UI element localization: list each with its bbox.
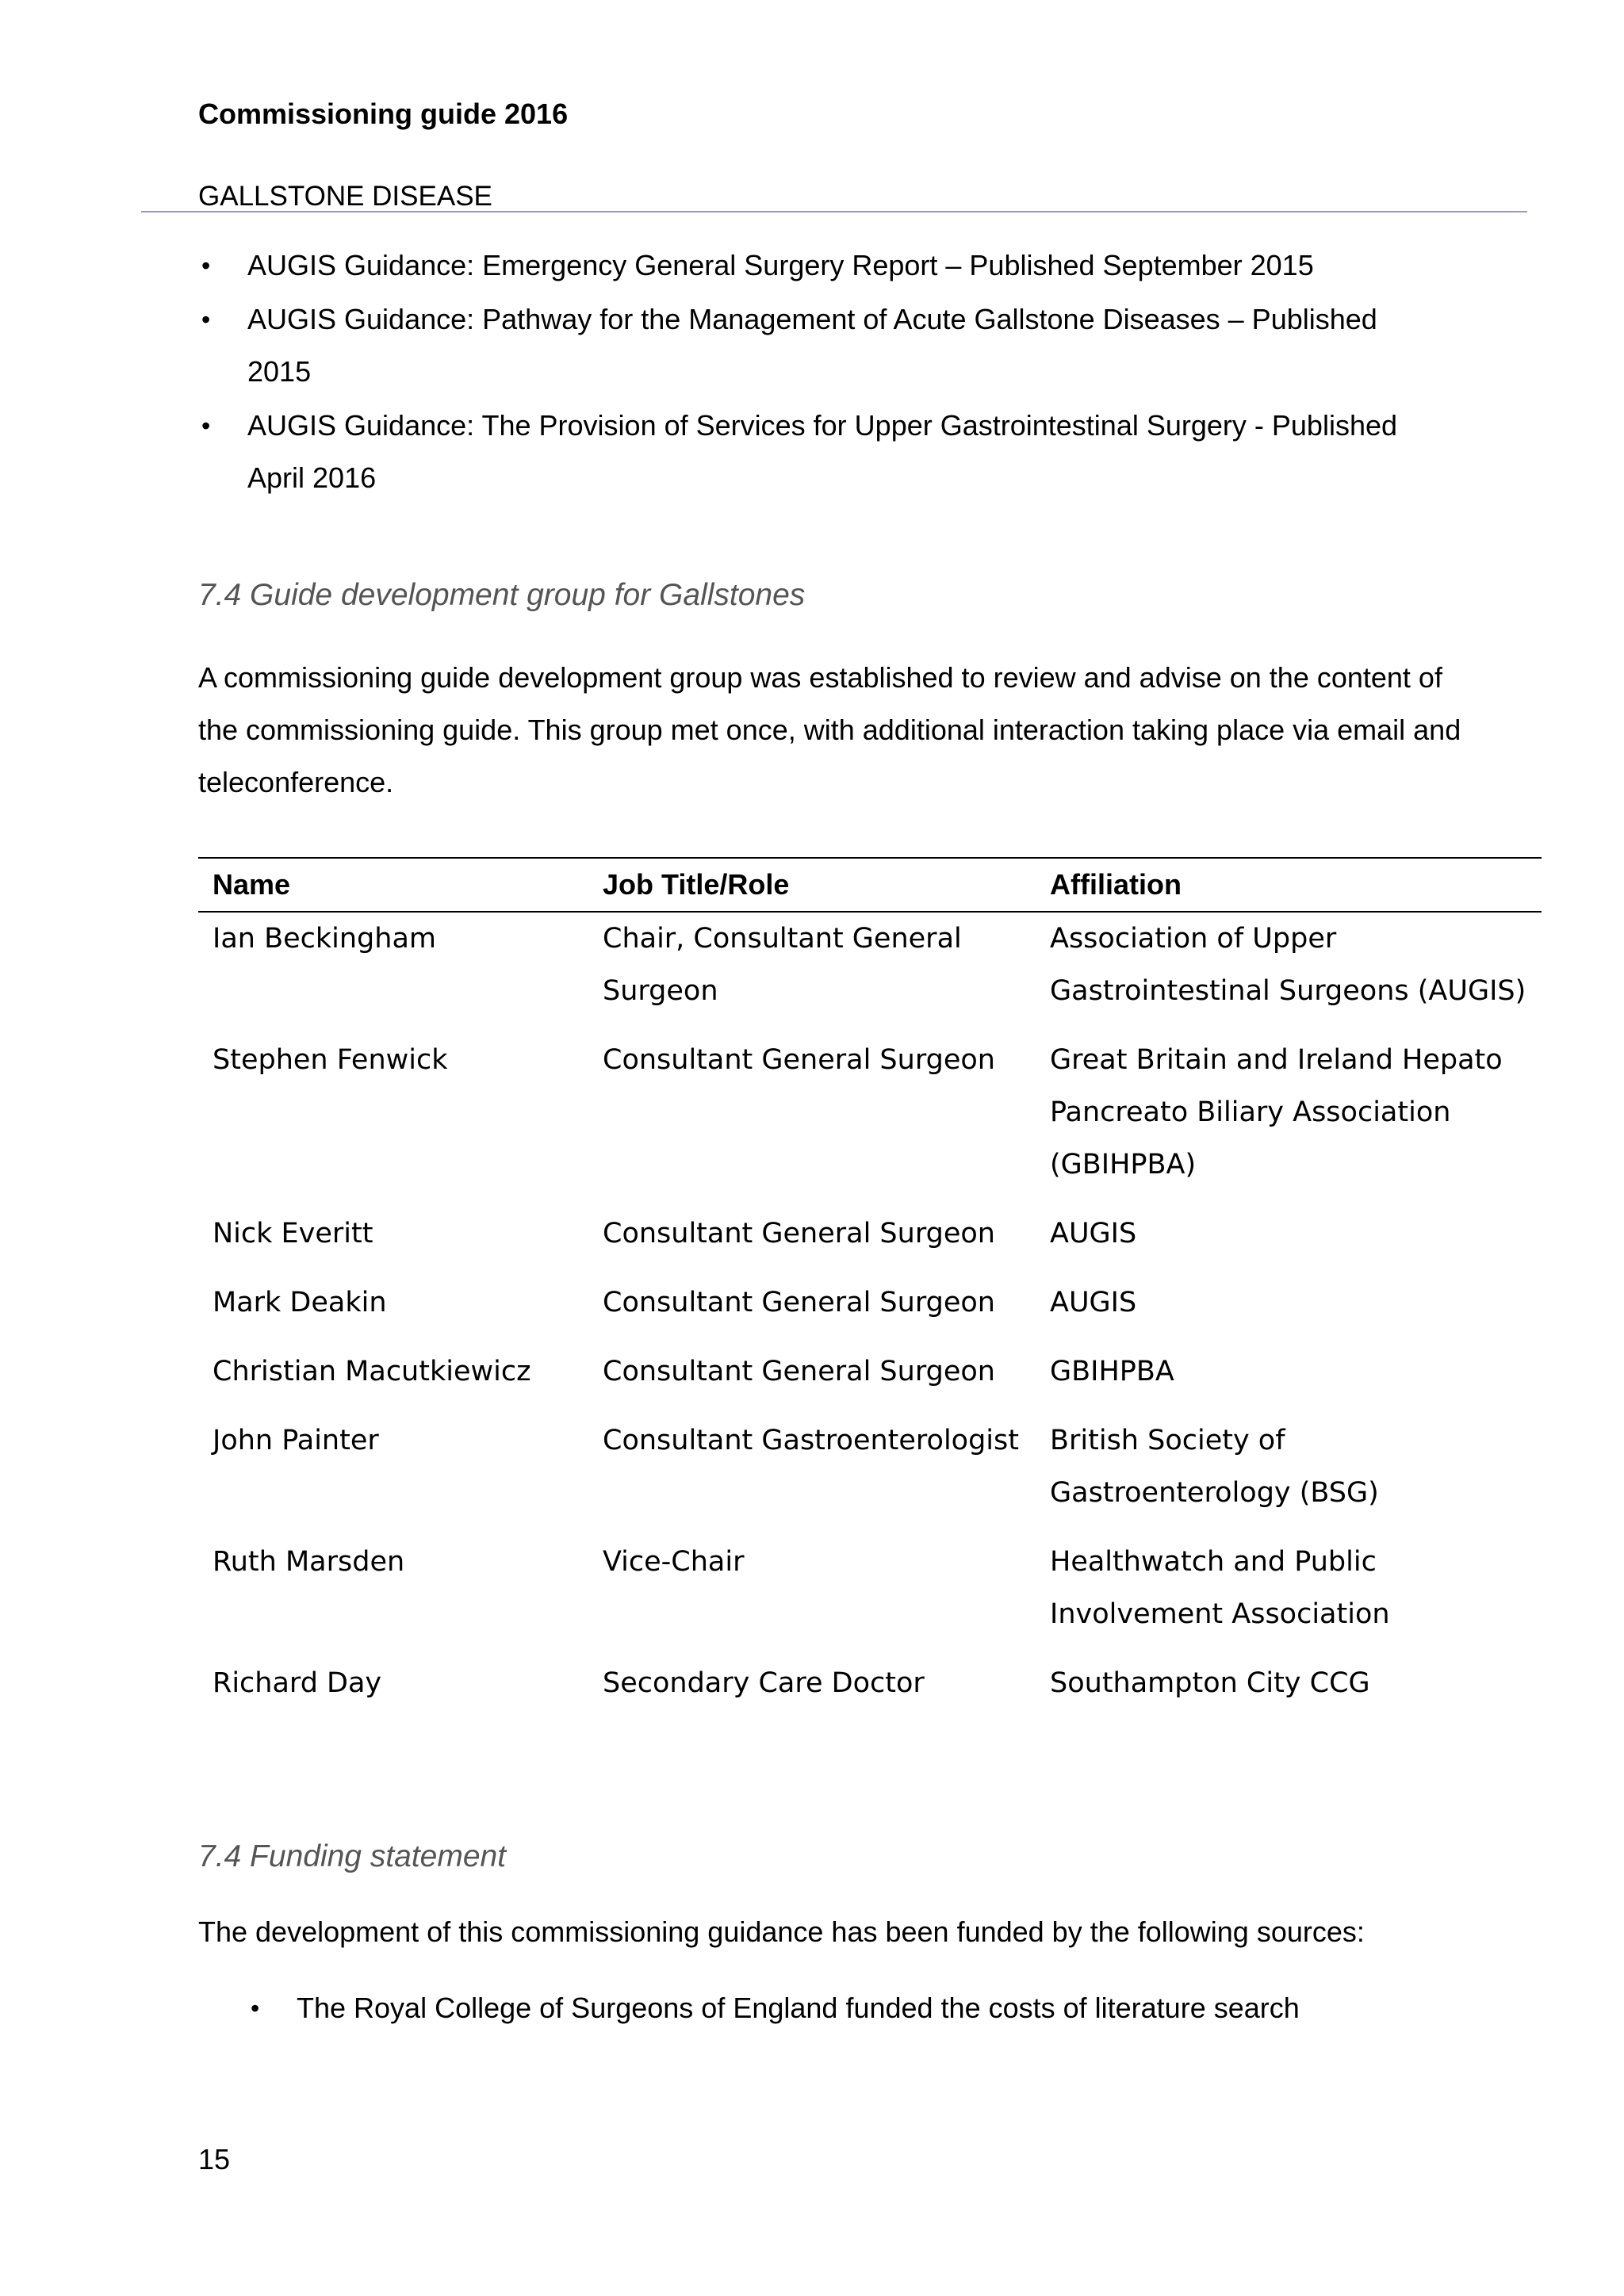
member-role: Consultant General Surgeon (603, 1044, 995, 1076)
member-role: Chair, Consultant General Surgeon (603, 923, 962, 1007)
table-row (198, 1345, 1542, 1414)
member-role: Consultant Gastroenterologist (603, 1425, 1019, 1456)
member-name: Richard Day (213, 1667, 382, 1699)
table-row (198, 1034, 1542, 1207)
development-group-table (198, 857, 1542, 1726)
member-name: Christian Macutkiewicz (213, 1356, 531, 1387)
reference-list (247, 239, 1405, 506)
member-affiliation: Healthwatch and Public Involvement Association (1050, 1546, 1390, 1630)
member-affiliation: AUGIS (1050, 1218, 1137, 1249)
document-subtitle: GALLSTONE DISEASE (198, 181, 492, 212)
column-header-affiliation: Affiliation (1036, 858, 1542, 912)
column-header-name: Name (198, 858, 588, 912)
reference-item: • AUGIS Guidance: Pathway for the Management of Acute Gallstone Diseases – Published 2015 (247, 293, 1405, 398)
member-name: Stephen Fenwick (213, 1044, 448, 1076)
funding-section-paragraph: The development of this commissioning guidance has been funded by the following sources: (198, 1915, 1365, 1948)
table-row (198, 1276, 1542, 1345)
reference-item: • AUGIS Guidance: The Provision of Services for Upper Gastrointestinal Surgery - Published April 2016 (247, 400, 1405, 504)
member-affiliation: Association of Upper Gastrointestinal Surgeons (AUGIS) (1050, 923, 1526, 1007)
member-role: Vice-Chair (603, 1546, 745, 1578)
member-role: Consultant General Surgeon (603, 1356, 995, 1387)
member-affiliation: Southampton City CCG (1050, 1667, 1370, 1699)
funding-source-item: • The Royal College of Surgeons of England funded the costs of literature search (297, 1982, 1534, 2034)
funding-sources-list (297, 1982, 1534, 2036)
group-section-heading: 7.4 Guide development group for Gallstones (198, 578, 806, 612)
member-role: Secondary Care Doctor (603, 1667, 925, 1699)
page-number: 15 (198, 2143, 231, 2175)
table-row (198, 1657, 1542, 1726)
member-name: Ruth Marsden (213, 1546, 405, 1578)
member-affiliation: Great Britain and Ireland Hepato Pancreato Biliary Association (GBIHPBA) (1050, 1044, 1503, 1181)
table-row (198, 1414, 1542, 1536)
member-affiliation: British Society of Gastroenterology (BSG) (1050, 1425, 1379, 1509)
member-affiliation: GBIHPBA (1050, 1356, 1174, 1387)
member-name: Mark Deakin (213, 1287, 387, 1318)
member-name: Nick Everitt (213, 1218, 373, 1249)
funding-section-heading: 7.4 Funding statement (198, 1839, 507, 1873)
group-section-paragraph: A commissioning guide development group was established to review and advise on the content of the commissioning guide. This group met once, with additional interaction taking place via email and teleconference. (198, 661, 1461, 798)
header-divider (141, 211, 1527, 212)
reference-item: • AUGIS Guidance: Emergency General Surgery Report – Published September 2015 (247, 239, 1405, 292)
column-header-role: Job Title/Role (588, 858, 1036, 912)
table-row (198, 912, 1542, 1034)
table-row (198, 1207, 1542, 1276)
page-title: Commissioning guide 2016 (198, 98, 569, 130)
member-role: Consultant General Surgeon (603, 1287, 995, 1318)
table-header-row (198, 858, 1542, 912)
member-name: John Painter (213, 1425, 379, 1456)
member-name: Ian Beckingham (213, 923, 436, 955)
table-row (198, 1536, 1542, 1657)
member-role: Consultant General Surgeon (603, 1218, 995, 1249)
member-affiliation: AUGIS (1050, 1287, 1137, 1318)
